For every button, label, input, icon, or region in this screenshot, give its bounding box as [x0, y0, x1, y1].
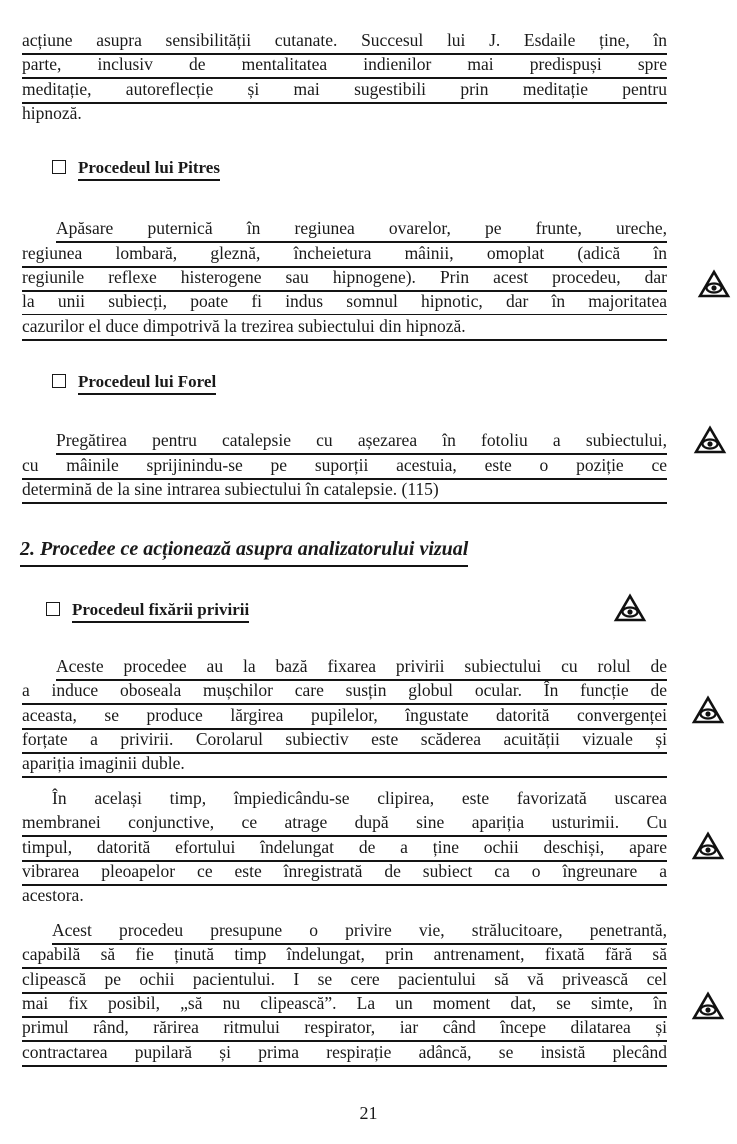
text-line: hipnoză.	[22, 103, 82, 123]
text-line: cazurilor el duce dimpotrivă la trezirea subiectului din hipnoză.	[22, 314, 667, 341]
eye-triangle-icon	[690, 990, 726, 1022]
text-line: Acest procedeu presupune o privire vie, strălucitoare, penetrantă,	[52, 918, 667, 945]
checkbox-square-icon	[52, 160, 66, 174]
page-number: 21	[359, 1103, 378, 1123]
text-line: Pregătirea pentru catalepsie cu așezarea în fotoliu a subiectului,	[56, 428, 667, 455]
text-line: timpul, datorită efortului îndelungat de a ține ochii deschiși, apare	[22, 835, 667, 862]
text-line: regiunea lombară, gleznă, încheietura mâinii, omoplat (adică în	[22, 241, 667, 268]
eye-triangle-icon	[690, 830, 726, 862]
text-line: mai fix posibil, „să nu clipească”. La un moment dat, se simte, în	[22, 991, 667, 1018]
text-line: parte, inclusiv de mentalitatea indienilor mai predispuși spre	[22, 52, 667, 79]
text-line: contractarea pupilară și prima respirație adâncă, se insistă plecând	[22, 1040, 667, 1067]
text-line: În același timp, împiedicându-se clipirea, este favorizată uscarea	[52, 788, 667, 808]
eye-triangle-icon	[696, 268, 732, 300]
text-line: primul rând, rărirea ritmului respirator, iar când începe dilatarea și	[22, 1015, 667, 1042]
subsection-heading-pitres: Procedeul lui Pitres	[52, 156, 220, 180]
eye-triangle-icon	[690, 694, 726, 726]
text-line: acțiune asupra sensibilității cutanate. Succesul lui J. Esdaile ține, în	[22, 28, 667, 55]
eye-triangle-icon	[692, 424, 728, 456]
text-line: acestora.	[22, 885, 84, 905]
text-line: membranei conjunctive, ce atrage după sine apariția usturimii. Cu	[22, 810, 667, 837]
checkbox-square-icon	[46, 602, 60, 616]
text-line: Aceste procedee au la bază fixarea privirii subiectului cu rolul de	[56, 654, 667, 681]
text-line: regiunile reflexe histerogene sau hipnogene). Prin acest procedeu, dar	[22, 265, 667, 292]
text-line: Apăsare puternică în regiunea ovarelor, pe frunte, ureche,	[56, 216, 667, 243]
text-line: forțate a privirii. Corolarul subiectiv este scăderea acuității vizuale și	[22, 727, 667, 754]
text-line: clipească pe ochii pacientului. I se cere pacientului să vă privească cel	[22, 967, 667, 994]
text-line: meditație, autoreflecție și mai sugestibili prin meditație pentru	[22, 77, 667, 104]
text-line: vibrarea pleoapelor ce este înregistrată de subiect ca o îngreunare a	[22, 859, 667, 886]
text-line: determină de la sine intrarea subiectului în catalepsie. (115)	[22, 477, 667, 504]
subsection-heading-fixarii: Procedeul fixării privirii	[46, 598, 249, 622]
text-line: cu mâinile sprijinindu-se pe suporții acestuia, este o poziție ce	[22, 453, 667, 480]
text-line: capabilă să fie ținută timp îndelungat, prin antrenament, fixată fără să	[22, 942, 667, 969]
text-line: la unii subiecți, poate fi indus somnul hipnotic, dar în majoritatea	[22, 289, 667, 315]
subsection-heading-forel: Procedeul lui Forel	[52, 370, 216, 394]
text-line: a induce oboseala mușchilor care susțin globul ocular. În funcție de	[22, 678, 667, 705]
eye-triangle-icon	[612, 592, 648, 624]
text-line: apariția imaginii duble.	[22, 751, 667, 778]
section-title: 2. Procedee ce acționează asupra analizatorului vizual	[20, 535, 468, 567]
text-line: aceasta, se produce lărgirea pupilelor, îngustate datorită convergenței	[22, 703, 667, 730]
checkbox-square-icon	[52, 374, 66, 388]
